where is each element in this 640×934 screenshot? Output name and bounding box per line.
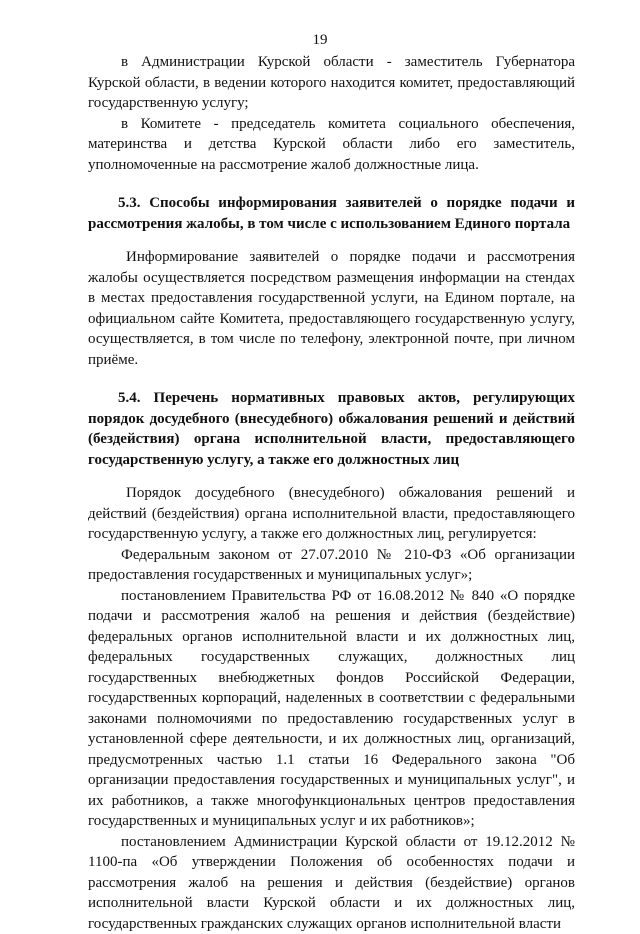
page-number: 19 [0,32,640,49]
paragraph: в Администрации Курской области - заместитель Губернатора Курской области, в ведении которого находится комитет, предоставляющий государственную услугу; [88,52,575,114]
document-body [88,52,575,934]
spacer [88,234,575,247]
paragraph: в Комитете - председатель комитета социального обеспечения, материнства и детства Курской области либо его заместитель, уполномоченные на рассмотрение жалоб должностные лица. [88,114,575,176]
paragraph: постановлением Администрации Курской области от 19.12.2012 № 1100-па «Об утверждении Положения об особенностях подачи и рассмотрения жалоб на решения и действия (бездействие) органов исполнительной власти Курской области и их должностных лиц, государственных гражданских служащих органов исполнительной власти [88,832,575,934]
section-heading: 5.3. Способы информирования заявителей о порядке подачи и рассмотрения жалобы, в том числе с использованием Единого портала [88,193,575,234]
spacer [88,175,575,193]
paragraph: постановлением Правительства РФ от 16.08.2012 № 840 «О порядке подачи и рассмотрения жалоб на решения и действия (бездействие) федеральных органов исполнительной власти и их должностных лиц, федеральных государственных служащих, должностных лиц государственных внебюджетных фондов Российской Федерации, государственных корпораций, наделенных в соответствии с федеральными законами полномочиями по предоставлению государственных услуг в установленной сфере деятельности, и их должностных лиц, организаций, предусмотренных частью 1.1 статьи 16 Федерального закона "Об организации предоставления государственных и муниципальных услуг", и их работников, а также многофункциональных центров предоставления государственных и муниципальных услуг и их работников»; [88,586,575,832]
section-heading: 5.4. Перечень нормативных правовых актов, регулирующих порядок досудебного (внесудебного) обжалования решений и действий (бездействия) органа исполнительной власти, предоставляющего государственную услугу, а также его должностных лиц [88,388,575,470]
spacer [88,470,575,483]
paragraph: Информирование заявителей о порядке подачи и рассмотрения жалобы осуществляется посредством размещения информации на стендах в местах предоставления государственной услуги, на Едином портале, на официальном сайте Комитета, предоставляющего государственную услугу, осуществляется, в том числе по телефону, электронной почте, при личном приёме. [88,247,575,370]
paragraph: Федеральным законом от 27.07.2010 № 210-ФЗ «Об организации предоставления государственных и муниципальных услуг»; [88,545,575,586]
paragraph: Порядок досудебного (внесудебного) обжалования решений и действий (бездействия) органа исполнительной власти, предоставляющего государственную услугу, а также его должностных лиц, регулируется: [88,483,575,545]
spacer [88,370,575,388]
